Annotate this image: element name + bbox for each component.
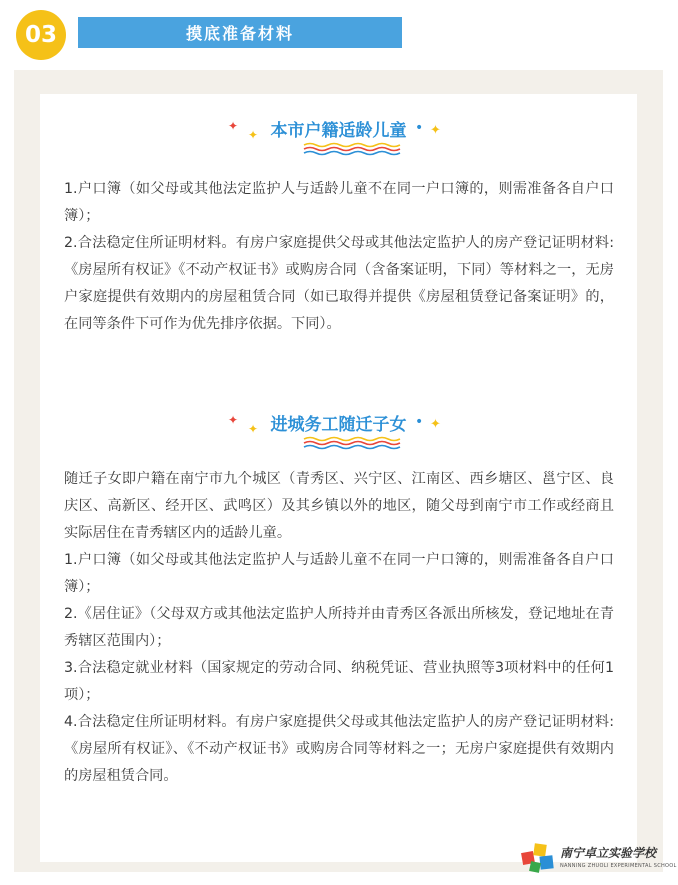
dot-icon: •	[415, 414, 424, 430]
sparkle-icon: ✦	[248, 128, 259, 142]
section-2-body	[64, 466, 614, 790]
section-2-heading	[40, 410, 637, 450]
section-1-title: 本市户籍适龄儿童	[270, 121, 407, 141]
paragraph: 1.户口簿（如父母或其他法定监护人与适龄儿童不在同一户口簿的，则需准备各自户口簿）；	[64, 552, 614, 595]
school-name: 南宁卓立实验学校	[560, 846, 657, 860]
section-1-heading	[40, 116, 637, 156]
sparkle-icon: ✦	[430, 417, 441, 432]
sparkle-icon: ✦	[228, 413, 239, 427]
sparkle-icon: ✦	[430, 123, 441, 138]
wave-decoration-icon	[302, 142, 402, 156]
paragraph: 4.合法稳定住所证明材料。有房户家庭提供父母或其他法定监护人的房产登记证明材料:《房屋所有权证》、《不动产权证书》或购房合同等材料之一；无房户家庭提供有效期内的房屋租赁合同。	[64, 714, 614, 784]
paragraph: 2.《居住证》（父母双方或其他法定监护人所持并由青秀区各派出所核发，登记地址在青秀辖区范围内）；	[64, 606, 614, 649]
paragraph: 2.合法稳定住所证明材料。有房户家庭提供父母或其他法定监护人的房产登记证明材料:《房屋所有权证》《不动产权证书》或购房合同（含备案证明，下同）等材料之一，无房户家庭提供有效期内的房屋租赁合同（如已取得并提供《房屋租赁登记备案证明》的，在同等条件下可作为优先排序依据。下同）。	[64, 235, 614, 332]
dot-icon: •	[415, 120, 424, 136]
sparkle-icon: ✦	[228, 119, 239, 133]
section-header	[0, 0, 678, 60]
wave-decoration-icon	[302, 436, 402, 450]
paragraph: 随迁子女即户籍在南宁市九个城区（青秀区、兴宁区、江南区、西乡塘区、邕宁区、良庆区、高新区、经开区、武鸣区）及其乡镇以外的地区，随父母到南宁市工作或经商且实际居住在青秀辖区内的适龄儿童。	[64, 471, 614, 541]
content-card	[40, 94, 637, 862]
section-number-badge: 03	[16, 10, 66, 60]
school-name-english: NANNING ZHUOLI EXPERIMENTAL SCHOOL	[560, 863, 677, 869]
school-emblem-icon	[520, 842, 556, 874]
section-1-body	[64, 176, 614, 338]
paragraph: 3.合法稳定就业材料（国家规定的劳动合同、纳税凭证、营业执照等3项材料中的任何1项）；	[64, 660, 614, 703]
sparkle-icon: ✦	[248, 422, 259, 436]
section-2-title: 进城务工随迁子女	[270, 415, 407, 435]
section-banner-title: 摸底准备材料	[78, 17, 402, 48]
paragraph: 1.户口簿（如父母或其他法定监护人与适龄儿童不在同一户口簿的，则需准备各自户口簿）；	[64, 181, 614, 224]
school-logo	[520, 838, 677, 878]
